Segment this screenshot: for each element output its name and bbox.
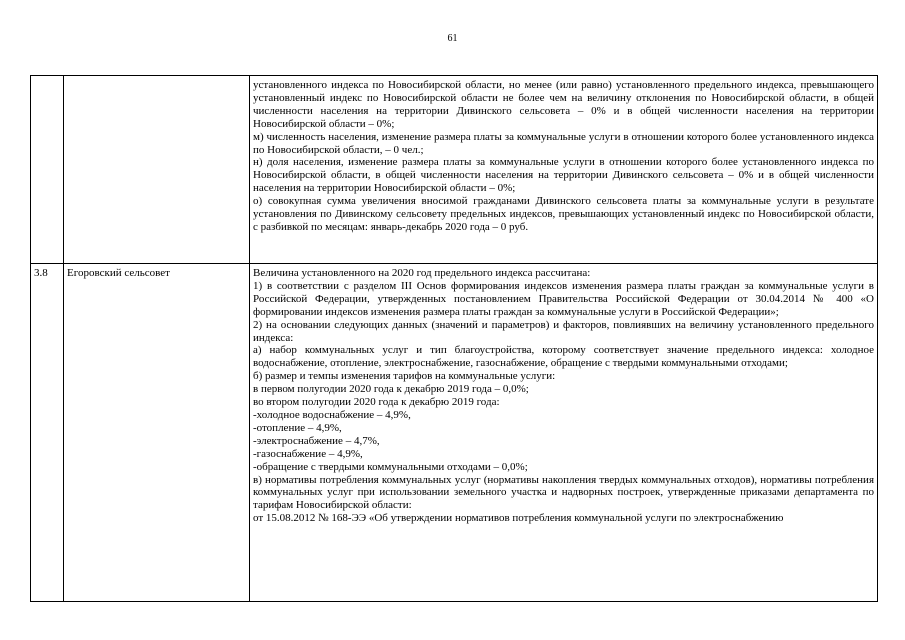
paragraph: о) совокупная сумма увеличения вносимой гражданами Дивинского сельсовета платы за коммунальные услуги в результате установления по Дивинскому сельсовету предельных индексов, превышающих установленный индекс по Новосибирской области, с разбивкой по месяцам: январь-декабрь 2020 года – 0 руб. [253,195,874,233]
paragraph: -отопление – 4,9%, [253,421,342,434]
paragraph: установленного индекса по Новосибирской области, но менее (или равно) установленного предельного индекса, превышающего установленный индекс по Новосибирской области не более чем на величину отклонения по Новосибирской области, в общей численности населения на территории Дивинского сельсовета – 0% и в общей численности населения на территории Новосибирской области – 0%; [253,79,874,130]
row-number-cell: 3.8 [31,264,64,602]
row-number-cell [31,76,64,264]
paragraph: н) доля населения, изменение размера платы за коммунальные услуги в отношении которого более установленного индекса по Новосибирской области, в общей численности населения на территории Дивинского сельсовета – 0% и в общей численности населения на территории Новосибирской области – 0%; [253,156,874,195]
paragraph: 1) в соответствии с разделом III Основ формирования индексов изменения размера платы граждан за коммунальные услуги в Российской Федерации, утвержденных постановлением Правительства Российской Федерации от 30.04.2014 № 400 «О формировании индексов изменения размера платы граждан за коммунальные услуги в Российской Федерации»; [253,279,874,318]
paragraph: -холодное водоснабжение – 4,9%, [253,408,411,421]
content-table [30,75,878,602]
paragraph: Величина установленного на 2020 год предельного индекса рассчитана: [253,267,591,279]
settlement-name-cell [64,76,250,264]
paragraph: от 15.08.2012 № 168-ЭЭ «Об утверждении нормативов потребления коммунальной услуги по электроснабжению [253,512,784,525]
description-cell [250,76,878,264]
paragraph: -газоснабжение – 4,9%, [253,447,363,460]
settlement-name-cell: Егоровский сельсовет [64,264,250,602]
table-row [31,264,878,602]
paragraph: -обращение с твердыми коммунальными отходами – 0,0%; [253,460,528,473]
paragraph: в первом полугодии 2020 года к декабрю 2019 года – 0,0%; [253,383,529,396]
table-row [31,76,878,264]
page-number: 61 [447,33,458,44]
paragraph: м) численность населения, изменение размера платы за коммунальные услуги в отношении которого более установленного индекса по Новосибирской области, – 0 чел.; [253,130,874,156]
paragraph: а) набор коммунальных услуг и тип благоустройства, которому соответствует значение предельного индекса: холодное водоснабжение, отопление, электроснабжение, газоснабжение, обращение с твердыми коммунальными отходами; [253,344,874,370]
description-cell [250,264,878,602]
paragraph: во втором полугодии 2020 года к декабрю 2019 года: [253,396,500,409]
paragraph: в) нормативы потребления коммунальных услуг (нормативы накопления твердых коммунальных отходов), нормативы потребления коммунальных услуг при использовании земельного участка и надворных построек, утвержденные приказами департамента по тарифам Новосибирской области: [253,473,874,512]
paragraph: -электроснабжение – 4,7%, [253,434,380,447]
paragraph: 2) на основании следующих данных (значений и параметров) и факторов, повлиявших на величину установленного предельного индекса: [253,318,874,344]
paragraph: б) размер и темпы изменения тарифов на коммунальные услуги: [253,370,556,383]
